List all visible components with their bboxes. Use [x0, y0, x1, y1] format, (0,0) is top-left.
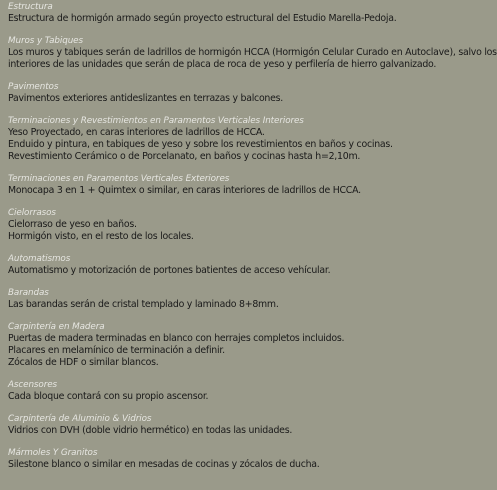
section-spacer [8, 163, 489, 173]
section-text-line: Monocapa 3 en 1 + Quimtex o similar, en caras interiores de ladrillos de HCCA. [8, 185, 361, 196]
section-text-line: Estructura de hormigón armado según proyecto estructural del Estudio Marella-Pedoja. [8, 13, 397, 24]
section-carpinteria-aluminio [8, 413, 489, 437]
section-text-line: Cada bloque contará con su propio ascensor. [8, 391, 209, 402]
section-text-line: Enduido y pintura, en tabiques de yeso y sobre los revestimientos en baños y cocinas. [8, 139, 393, 150]
section-spacer [8, 243, 489, 253]
section-estructura [8, 1, 489, 25]
section-heading: Terminaciones en Paramentos Verticales Exteriores [8, 174, 230, 184]
section-text-line: Silestone blanco o similar en mesadas de cocinas y zócalos de ducha. [8, 459, 320, 470]
section-text-line: Hormigón visto, en el resto de los locales. [8, 231, 194, 242]
section-terminaciones-interiores [8, 115, 489, 163]
section-text-line: Zócalos de HDF o similar blancos. [8, 357, 159, 368]
section-text-line: Automatismo y motorización de portones batientes de acceso vehícular. [8, 265, 331, 276]
section-spacer [8, 71, 489, 81]
section-text-line: Cielorraso de yeso en baños. [8, 219, 137, 230]
section-heading: Mármoles Y Granitos [8, 448, 98, 458]
section-text-line: Puertas de madera terminadas en blanco con herrajes completos incluidos. [8, 333, 345, 344]
section-heading: Automatismos [8, 254, 71, 264]
section-heading: Barandas [8, 288, 49, 298]
section-pavimentos [8, 81, 489, 105]
section-cielorrasos [8, 207, 489, 243]
section-heading: Estructura [8, 2, 53, 12]
section-ascensores [8, 379, 489, 403]
section-spacer [8, 369, 489, 379]
section-muros-y-tabiques [8, 35, 497, 71]
section-heading: Terminaciones y Revestimientos en Paramentos Verticales Interiores [8, 116, 304, 126]
section-heading: Pavimentos [8, 82, 59, 92]
section-spacer [8, 311, 489, 321]
section-text-line: interiores de las unidades que serán de placa de roca de yeso y perfilería de hierro galvanizado. [8, 59, 437, 70]
section-heading: Muros y Tabiques [8, 36, 83, 46]
section-text-line: Pavimentos exteriores antideslizantes en terrazas y balcones. [8, 93, 284, 104]
section-spacer [8, 403, 489, 413]
section-spacer [8, 25, 489, 35]
section-text-line: Las barandas serán de cristal templado y laminado 8+8mm. [8, 299, 279, 310]
section-heading: Carpintería de Aluminio & Vidrios [8, 414, 152, 424]
section-text-line: Yeso Proyectado, en caras interiores de ladrillos de HCCA. [8, 127, 265, 138]
section-spacer [8, 105, 489, 115]
section-terminaciones-exteriores [8, 173, 489, 197]
section-carpinteria-madera [8, 321, 489, 369]
section-spacer [8, 197, 489, 207]
section-automatismos [8, 253, 489, 277]
section-spacer [8, 277, 489, 287]
section-text-line: Revestimiento Cerámico o de Porcelanato, en baños y cocinas hasta h=2,10m. [8, 151, 361, 162]
section-marmoles-granitos [8, 447, 489, 471]
section-text-line: Vidrios con DVH (doble vidrio hermético) en todas las unidades. [8, 425, 293, 436]
section-heading: Carpintería en Madera [8, 322, 105, 332]
section-text-line: Los muros y tabiques serán de ladrillos de hormigón HCCA (Hormigón Celular Curado en Autoclave), salvo los [8, 47, 497, 58]
section-barandas [8, 287, 489, 311]
section-heading: Cielorrasos [8, 208, 56, 218]
section-spacer [8, 437, 489, 447]
section-text-line: Placares en melamínico de terminación a definir. [8, 345, 225, 356]
section-heading: Ascensores [8, 380, 58, 390]
